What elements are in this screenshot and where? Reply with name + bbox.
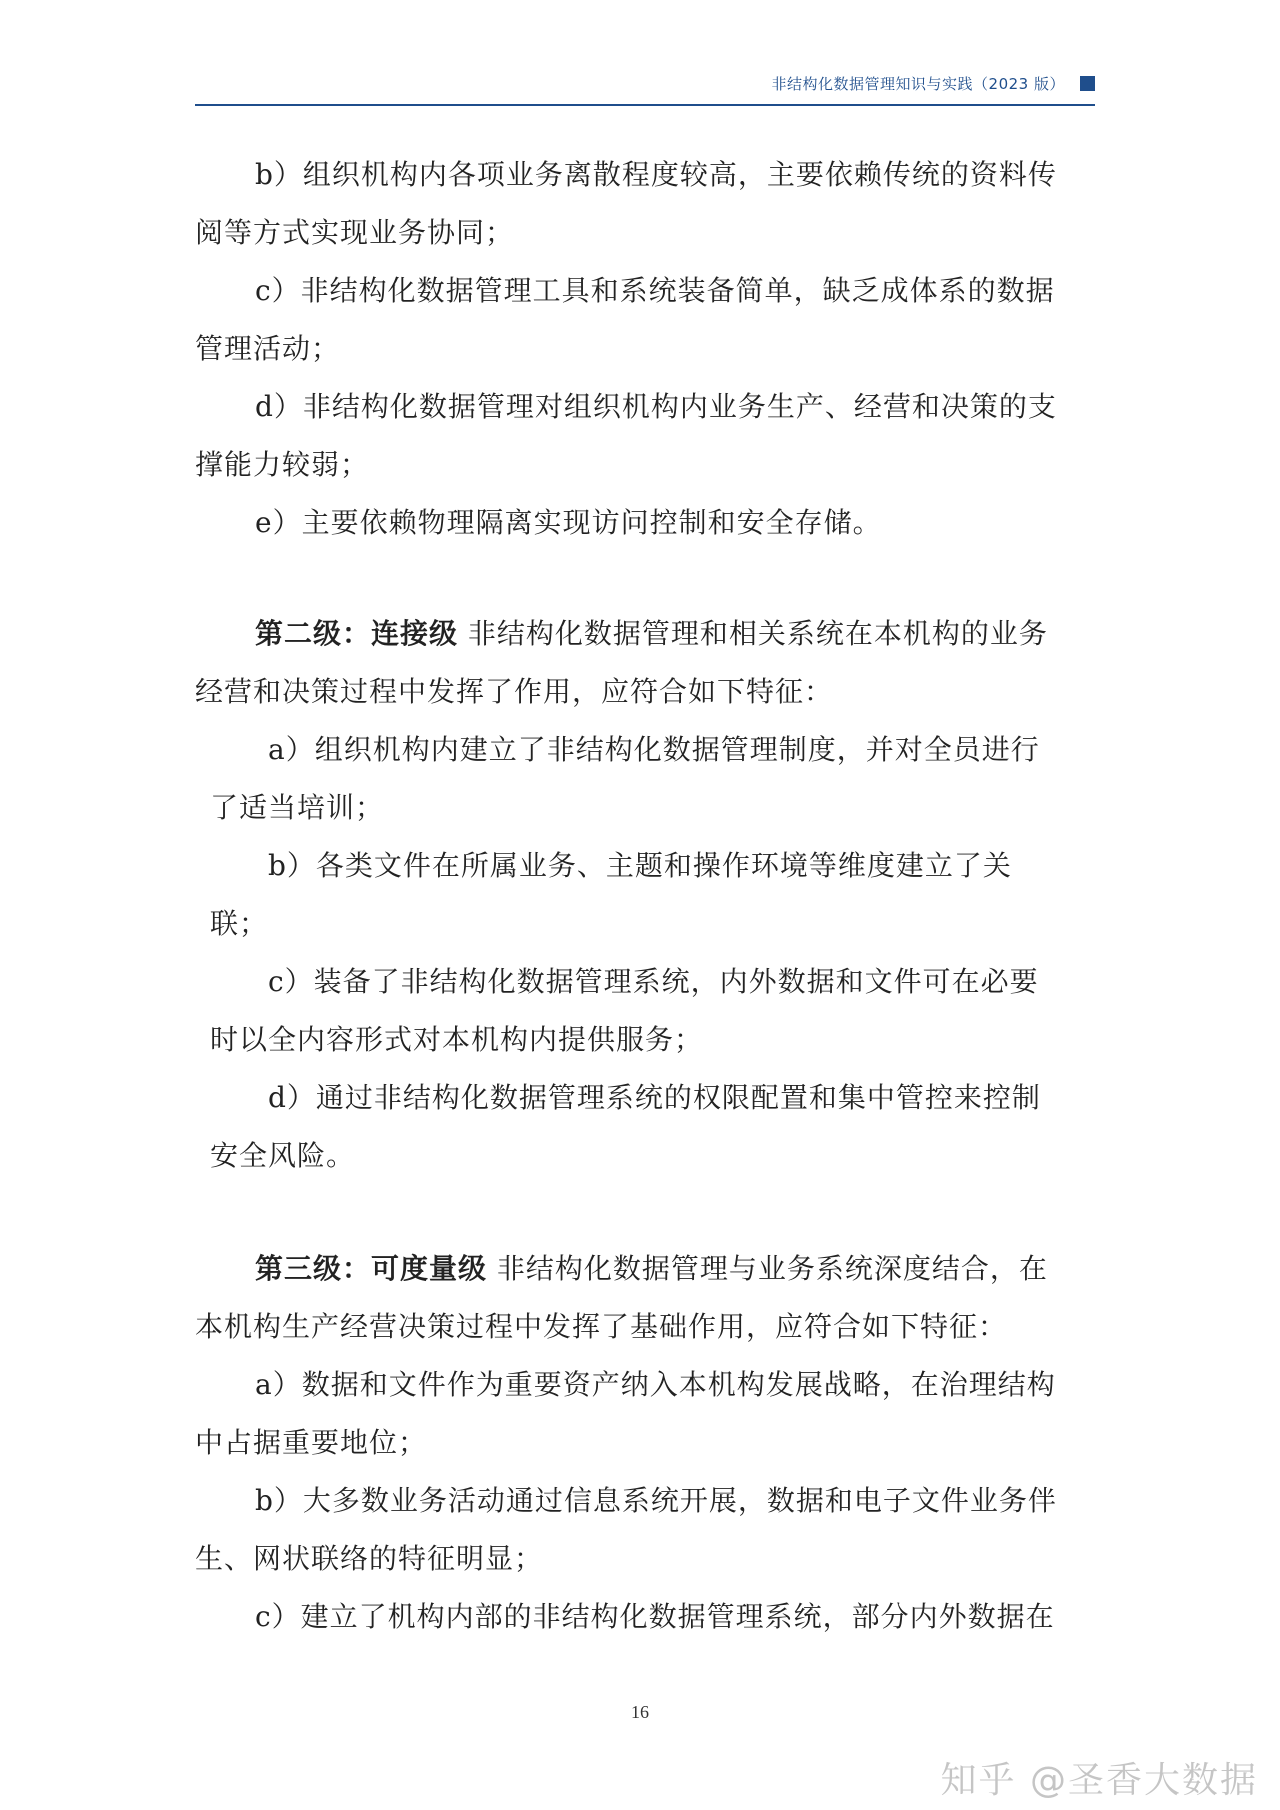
header-divider <box>195 104 1095 106</box>
level1-item-d-line2: 撑能力较弱； <box>195 448 370 481</box>
level2-item-d-line1: d）通过非结构化数据管理系统的权限配置和集中管控来控制 <box>268 1081 1041 1114</box>
level3-item-c-line1: c）建立了机构内部的非结构化数据管理系统，部分内外数据在 <box>255 1600 1055 1633</box>
level1-item-e: e）主要依赖物理隔离实现访问控制和安全存储。 <box>255 506 882 539</box>
level2-heading: 第二级：连接级 <box>255 617 459 650</box>
page-header <box>195 70 1095 106</box>
level2-item-b-line2: 联； <box>210 907 269 940</box>
watermark: 知乎 @圣香大数据 <box>940 1760 1258 1801</box>
level1-item-d-line1: d）非结构化数据管理对组织机构内业务生产、经营和决策的支 <box>255 390 1057 423</box>
level3-item-b-line1: b）大多数业务活动通过信息系统开展，数据和电子文件业务伴 <box>255 1484 1057 1517</box>
page-number: 16 <box>631 1702 649 1722</box>
level1-item-b-line2: 阅等方式实现业务协同； <box>195 216 515 249</box>
level1-item-c-line2: 管理活动； <box>195 332 341 365</box>
level2-intro-line2: 经营和决策过程中发挥了作用，应符合如下特征： <box>195 675 834 708</box>
level3-item-a-line2: 中占据重要地位； <box>195 1426 428 1459</box>
level3-item-a-line1: a）数据和文件作为重要资产纳入本机构发展战略，在治理结构 <box>255 1368 1056 1401</box>
level3-heading: 第三级：可度量级 <box>255 1252 488 1285</box>
header-square-icon <box>1080 76 1095 91</box>
level1-item-b-line1: b）组织机构内各项业务离散程度较高，主要依赖传统的资料传 <box>255 158 1057 191</box>
level2-item-d-line2: 安全风险。 <box>210 1139 356 1172</box>
level2-intro-rest: 非结构化数据管理和相关系统在本机构的业务 <box>458 617 1048 650</box>
level1-item-c-line1: c）非结构化数据管理工具和系统装备简单，缺乏成体系的数据 <box>255 274 1055 307</box>
level3-intro-rest: 非结构化数据管理与业务系统深度结合，在 <box>487 1252 1048 1285</box>
level2-item-a-line2: 了适当培训； <box>210 791 385 824</box>
level2-intro-line1 <box>255 614 1048 654</box>
level2-item-a-line1: a）组织机构内建立了非结构化数据管理制度，并对全员进行 <box>268 733 1040 766</box>
level2-item-c-line1: c）装备了非结构化数据管理系统，内外数据和文件可在必要 <box>268 965 1039 998</box>
level3-item-b-line2: 生、网状联络的特征明显； <box>195 1542 544 1575</box>
level3-intro-line1 <box>255 1249 1048 1289</box>
level3-intro-line2: 本机构生产经营决策过程中发挥了基础作用，应符合如下特征： <box>195 1310 1008 1343</box>
header-title: 非结构化数据管理知识与实践（2023 版） <box>771 75 1065 93</box>
level2-item-b-line1: b）各类文件在所属业务、主题和操作环境等维度建立了关 <box>268 849 1012 882</box>
level2-item-c-line2: 时以全内容形式对本机构内提供服务； <box>210 1023 704 1056</box>
